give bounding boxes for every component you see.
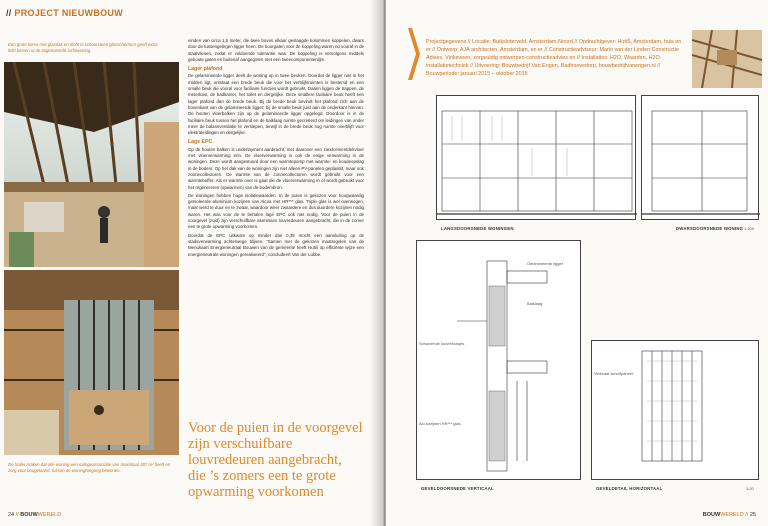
horizontal-facade-detail-svg: [592, 341, 760, 481]
scale-geveldetail: 1:20: [746, 486, 754, 491]
footer-brand: BOUW: [20, 512, 38, 518]
section-header: [6, 8, 123, 18]
drawing-label-langsdoorsnede: LANGSDOORSNEDE WONINGEN: [441, 226, 514, 231]
right-footer: [703, 512, 756, 518]
interior-photo-top: [4, 62, 179, 267]
annotation-balklaag: Balklaag: [527, 301, 543, 306]
annotation-glas: Alu kozijnen HR*** glas: [419, 421, 461, 426]
annotation-ligger: Gelamineerde ligger: [527, 261, 564, 266]
longitudinal-section-drawing: [436, 95, 636, 220]
horizontal-facade-detail-drawing: [591, 340, 759, 480]
page-number-right: 25: [749, 512, 756, 518]
vertical-facade-section-drawing: [416, 240, 581, 480]
paragraph-epc-1: Op de houten balken is underlayment aanbracht, met daarover een zandcementdekvloer met vloerverwarming erin. De vloerverwarming is ook de enige verwarming in de woningen. Deze wordt aangestuurd door een warmtepomp met warmte- en koudeopslag in de bodem. Op het dak van de woningen zijn niet alleen PV-panelen geplaatst, maar ook zonnecollectoren. De warmte van de zonnecollectoren wordt gebruikt voor een warmtebuffer. Als er warmte over is gaat die de vloerverwarming in of wordt gebruikt voor het regenereren (opwarmen) van de bodembron.: [188, 146, 364, 190]
drawing-label-geveldetail: GEVELDETAIL HORIZONTAAL: [596, 486, 663, 491]
footer-brand-right: BOUW: [702, 512, 721, 518]
construction-photo-image: [692, 30, 762, 88]
top-photo-caption: Een grote korse met glasdak en dicht in schoorsteen glasschermen geeft extra licht binnen ui de zogenoemde luchtwoning.: [8, 42, 158, 53]
vertical-facade-section-svg: [417, 241, 582, 481]
left-footer: [8, 512, 61, 518]
drawing-label-geveldoorsnede: GEVELDOORSNEDE VERTICAAL: [421, 486, 494, 491]
pull-quote: Voor de puien in de voorgevel zijn verschuifbare louvredeuren aangebracht, die ’s zomers een te grote opwarming voorkomen: [188, 420, 363, 500]
paragraph-epc-3: Doordat de EPC uitkwam op minder dan 0,35 mocht een aansluiting op de stadsverwarming achterwege blijven. "Samen met de gekozen maatregelen van de Menukaart Energieneutraal Bouwen van de gemeente heeft Hutiŝ op efficiënte wijze een energieneutrale woningen gerealiseerd", concludeert Van der Lubbe.: [188, 232, 364, 257]
right-page: [386, 0, 768, 526]
subheading-lager-plafond: Lager plafond: [188, 66, 223, 73]
header-prefix: //: [6, 8, 12, 18]
interior-photo-bottom-image: [4, 270, 179, 455]
project-data: Projectgegevens // Locatie: Buiksloterveld, Amsterdam-Noord // Opdrachtgever: HutiŠ, Amsterdam, huis en er // Ontwerp: AJA architecten, Amsterdam, en er // Constructieadviseur: Mario van der Linden Constructie Advies, Vinkeveen, zorgvuldig ontwerpen-constructieadvies en // Installaties: H2O, Waarden, H2O-installatietechniek // Uitvoering: Bouwbedrijf Van Engen, Badhoevedorp, bouwbedrijfvanengen.nl // Bouwperiode: januari 2015 – oktober 2015: [426, 39, 682, 77]
longitudinal-section-svg: [437, 96, 637, 221]
orange-chevron-icon: [408, 28, 420, 80]
footer-separator-right: //: [745, 512, 749, 518]
subheading-lage-epc: Lage EPC: [188, 139, 213, 146]
footer-separator: //: [15, 512, 19, 518]
annotation-verticaal: Verticaal schuifpaneel: [594, 371, 633, 376]
page-number-left: 24: [8, 512, 15, 518]
cross-section-drawing: [641, 95, 759, 220]
paragraph-plafond: De gelamineerde ligger deelt de woning op in twee beuken. Doordat de ligger niet in het midden ligt, ontstaat een brede beuk die voor het verblijfsruimten is bestemd en een smalle beuk die vooral voor faciliaire functies wordt gebruikt. Daarin liggen de trappen, de meterkast, de badkamer, het toilet en dergelijke. Deze smallere faciliaire beuk heeft een lager plafond dan de brede beuk. Bij de brede beuk bevindt het plafond zich aan de bovenkant van de gelamineerde ligger; bij de smalle beuk juist aan de onderkant hiervan. De houten vloerbalken zijn op de gelamineerde ligger opgelegd. Doordoor is in de faciliaire beuk tussen het plafond en de balklaag ruimte gecreëerd om leidingen van onder meer de balansventilatie te verslepen, terwijl in de brede beuk nog ruimte overblijft voor elektraleidingen en dergelijke.: [188, 73, 364, 136]
drawing-label-dwarsdoorsnede: DWARSDOORSNEDE WONING: [676, 226, 744, 231]
annotation-louvre: Schuivende louvrehuisjes: [419, 341, 465, 346]
interior-photo-bottom: [4, 270, 179, 455]
header-title: PROJECT NIEUWBOUW: [14, 8, 124, 18]
construction-photo: [692, 30, 762, 88]
paragraph-intro: einden van circa 1,5 meter, die twee boven elkaar geslaagde kolommen koppelen, dwars door de tussengelegen ligger heen. De boorgaten voor de koppeling waren nu vooraf in de staalvliesen, zodat er voldoende tolerantie was. De koppeling is vervolgens middels geboute gaten en buitenaf aangegoten met een tweecomponentenlijm.: [188, 38, 364, 62]
interior-photo-top-image: [4, 62, 179, 267]
paragraph-epc-2: De woningen hebben hoge isolatiewaarden. In de puien is gekozen voor hoogwaardig geïsoleerde aluminium kozijnen van Alcoa met HR*** glas. Triple glas is wel overwogen, maar werd te duur en te zwaar, waardoor weer zwaardere en dus duurdere kozijnen nodig waren. Het was voor de te behalen lage EPC ook niet nodig. Voor de puien in de voorgevel (zuid) zijn verschuifbare aluminium louvredeuren aangebracht, die in de zomer een te grote opwarming voorkomen.: [188, 192, 364, 230]
scale-dwarsdoorsnede: 1:200: [744, 226, 755, 231]
article-column: [188, 38, 364, 260]
footer-brand-suffix-right: WERELD: [720, 512, 744, 518]
footer-brand-suffix: WERELD: [37, 512, 62, 518]
cross-section-svg: [642, 96, 760, 221]
bottom-photo-caption: De trailer maken dat alle woning een ruimgeassociatie van maximaal 387 m² heeft en zorg voor boogelaand, tussen de woningtoegang bewonen.: [8, 462, 171, 473]
